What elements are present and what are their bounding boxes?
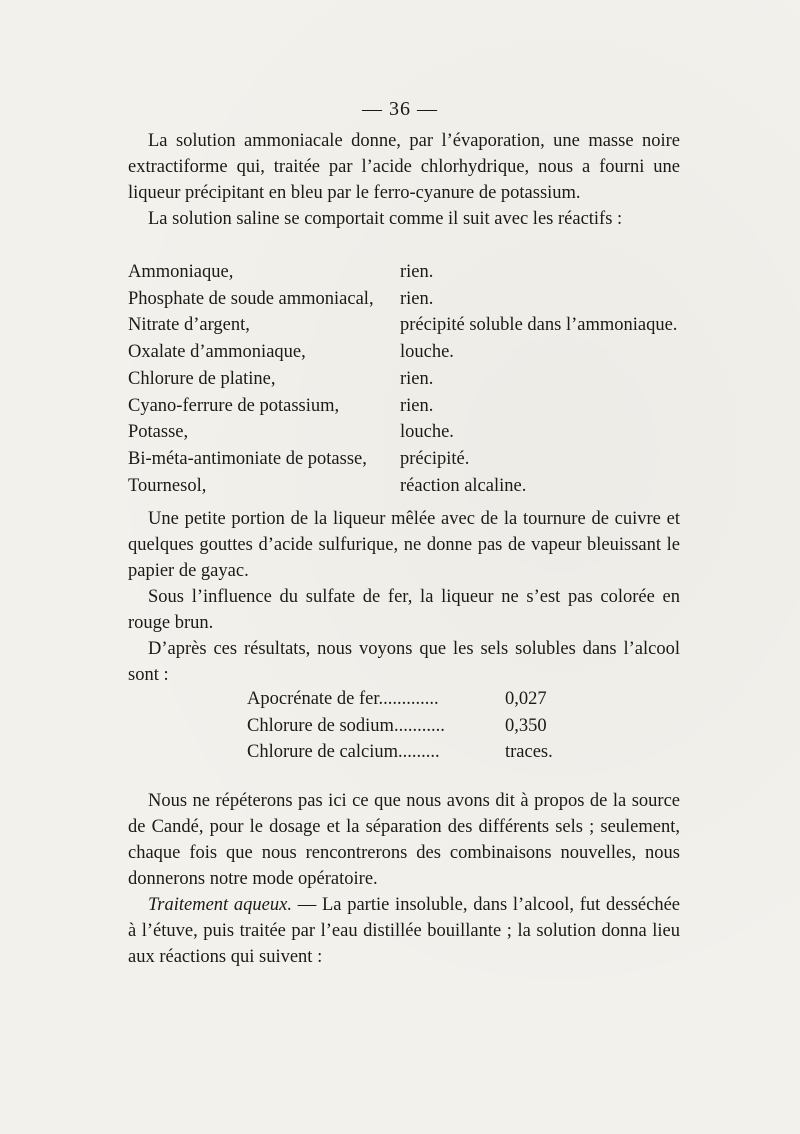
reagent-name: Nitrate d’argent, (128, 315, 250, 336)
paragraph-results-intro: D’après ces résultats, nous voyons que les sels solubles dans l’alcool sont : (128, 639, 680, 685)
reagent-result: rien. (400, 262, 434, 282)
salt-row (247, 686, 567, 713)
closing-section (128, 788, 680, 970)
reagent-row (128, 259, 688, 286)
salt-row (247, 713, 567, 740)
salt-name: Chlorure de sodium........... (247, 715, 445, 736)
reagent-name: Chlorure de platine, (128, 368, 276, 389)
paragraph-ammoniacal-solution: La solution ammoniacale donne, par l’évaporation, une masse noire extractiforme qui, traitée par l’acide chlorhydrique, nous a fourni une liqueur précipitant en bleu par le ferro-cyanure de potassium. (128, 131, 680, 203)
reagent-result: précipité soluble dans l’ammoniaque. (400, 315, 678, 336)
paragraph-method-note: Nous ne répéterons pas ici ce que nous avons dit à propos de la source de Candé, pour le dosage et la séparation des différents sels ; seulement, chaque fois que nous rencontrerons des combinaisons nouvelles, nous donnerons notre mode opératoire. (128, 791, 680, 889)
salt-value: 0,350 (505, 715, 547, 736)
reagent-result: rien. (400, 395, 434, 416)
reagent-result: réaction alcaline. (400, 475, 527, 496)
reagent-list (128, 259, 688, 499)
reagent-name: Tournesol, (128, 475, 207, 496)
intro-section (128, 128, 680, 232)
paragraph-saline-solution: La solution saline se comportait comme il suit avec les réactifs : (148, 209, 623, 229)
soluble-salts-list (247, 686, 567, 766)
reagent-row (128, 312, 688, 339)
aqueous-treatment-text: — La partie insoluble, dans l’alcool, fut desséchée à l’étuve, puis traitée par l’eau distillée bouillante ; la solution donna lieu aux réactions qui suivent : (128, 895, 681, 967)
salt-name: Chlorure de calcium......... (247, 742, 440, 762)
reagent-name: Cyano-ferrure de potassium, (128, 395, 340, 416)
reagent-row (128, 286, 688, 313)
salt-row (247, 739, 567, 766)
salt-value: 0,027 (505, 689, 547, 709)
paragraph-aqueous-treatment (128, 892, 680, 970)
reagent-row (128, 419, 688, 446)
reagent-row (128, 339, 688, 366)
reagent-result: louche. (400, 342, 454, 363)
reagent-name: Ammoniaque, (128, 262, 234, 282)
paragraph-copper-test: Une petite portion de la liqueur mêlée avec de la tournure de cuivre et quelques gouttes d’acide sulfurique, ne donne pas de vapeur bleuissant le papier de gayac. (128, 509, 680, 581)
page-number: — 36 — (362, 98, 438, 120)
observation-section (128, 506, 680, 688)
reagent-result: rien. (400, 288, 434, 309)
reagent-row (128, 393, 688, 420)
reagent-row (128, 473, 688, 500)
salt-value: traces. (505, 742, 553, 762)
reagent-name: Oxalate d’ammoniaque, (128, 342, 306, 363)
reagent-name: Bi-méta-antimoniate de potasse, (128, 448, 367, 469)
reagent-name: Potasse, (128, 422, 189, 443)
reagent-result: louche. (400, 422, 454, 443)
salt-name: Apocrénate de fer............. (247, 689, 439, 709)
reagent-row (128, 446, 688, 473)
reagent-row (128, 366, 688, 393)
paragraph-iron-sulfate-test: Sous l’influence du sulfate de fer, la liqueur ne s’est pas colorée en rouge brun. (128, 587, 680, 633)
reagent-result: rien. (400, 368, 434, 389)
reagent-result: précipité. (400, 448, 470, 469)
aqueous-treatment-heading: Traitement aqueux. (148, 895, 292, 915)
reagent-name: Phosphate de soude ammoniacal, (128, 288, 374, 309)
